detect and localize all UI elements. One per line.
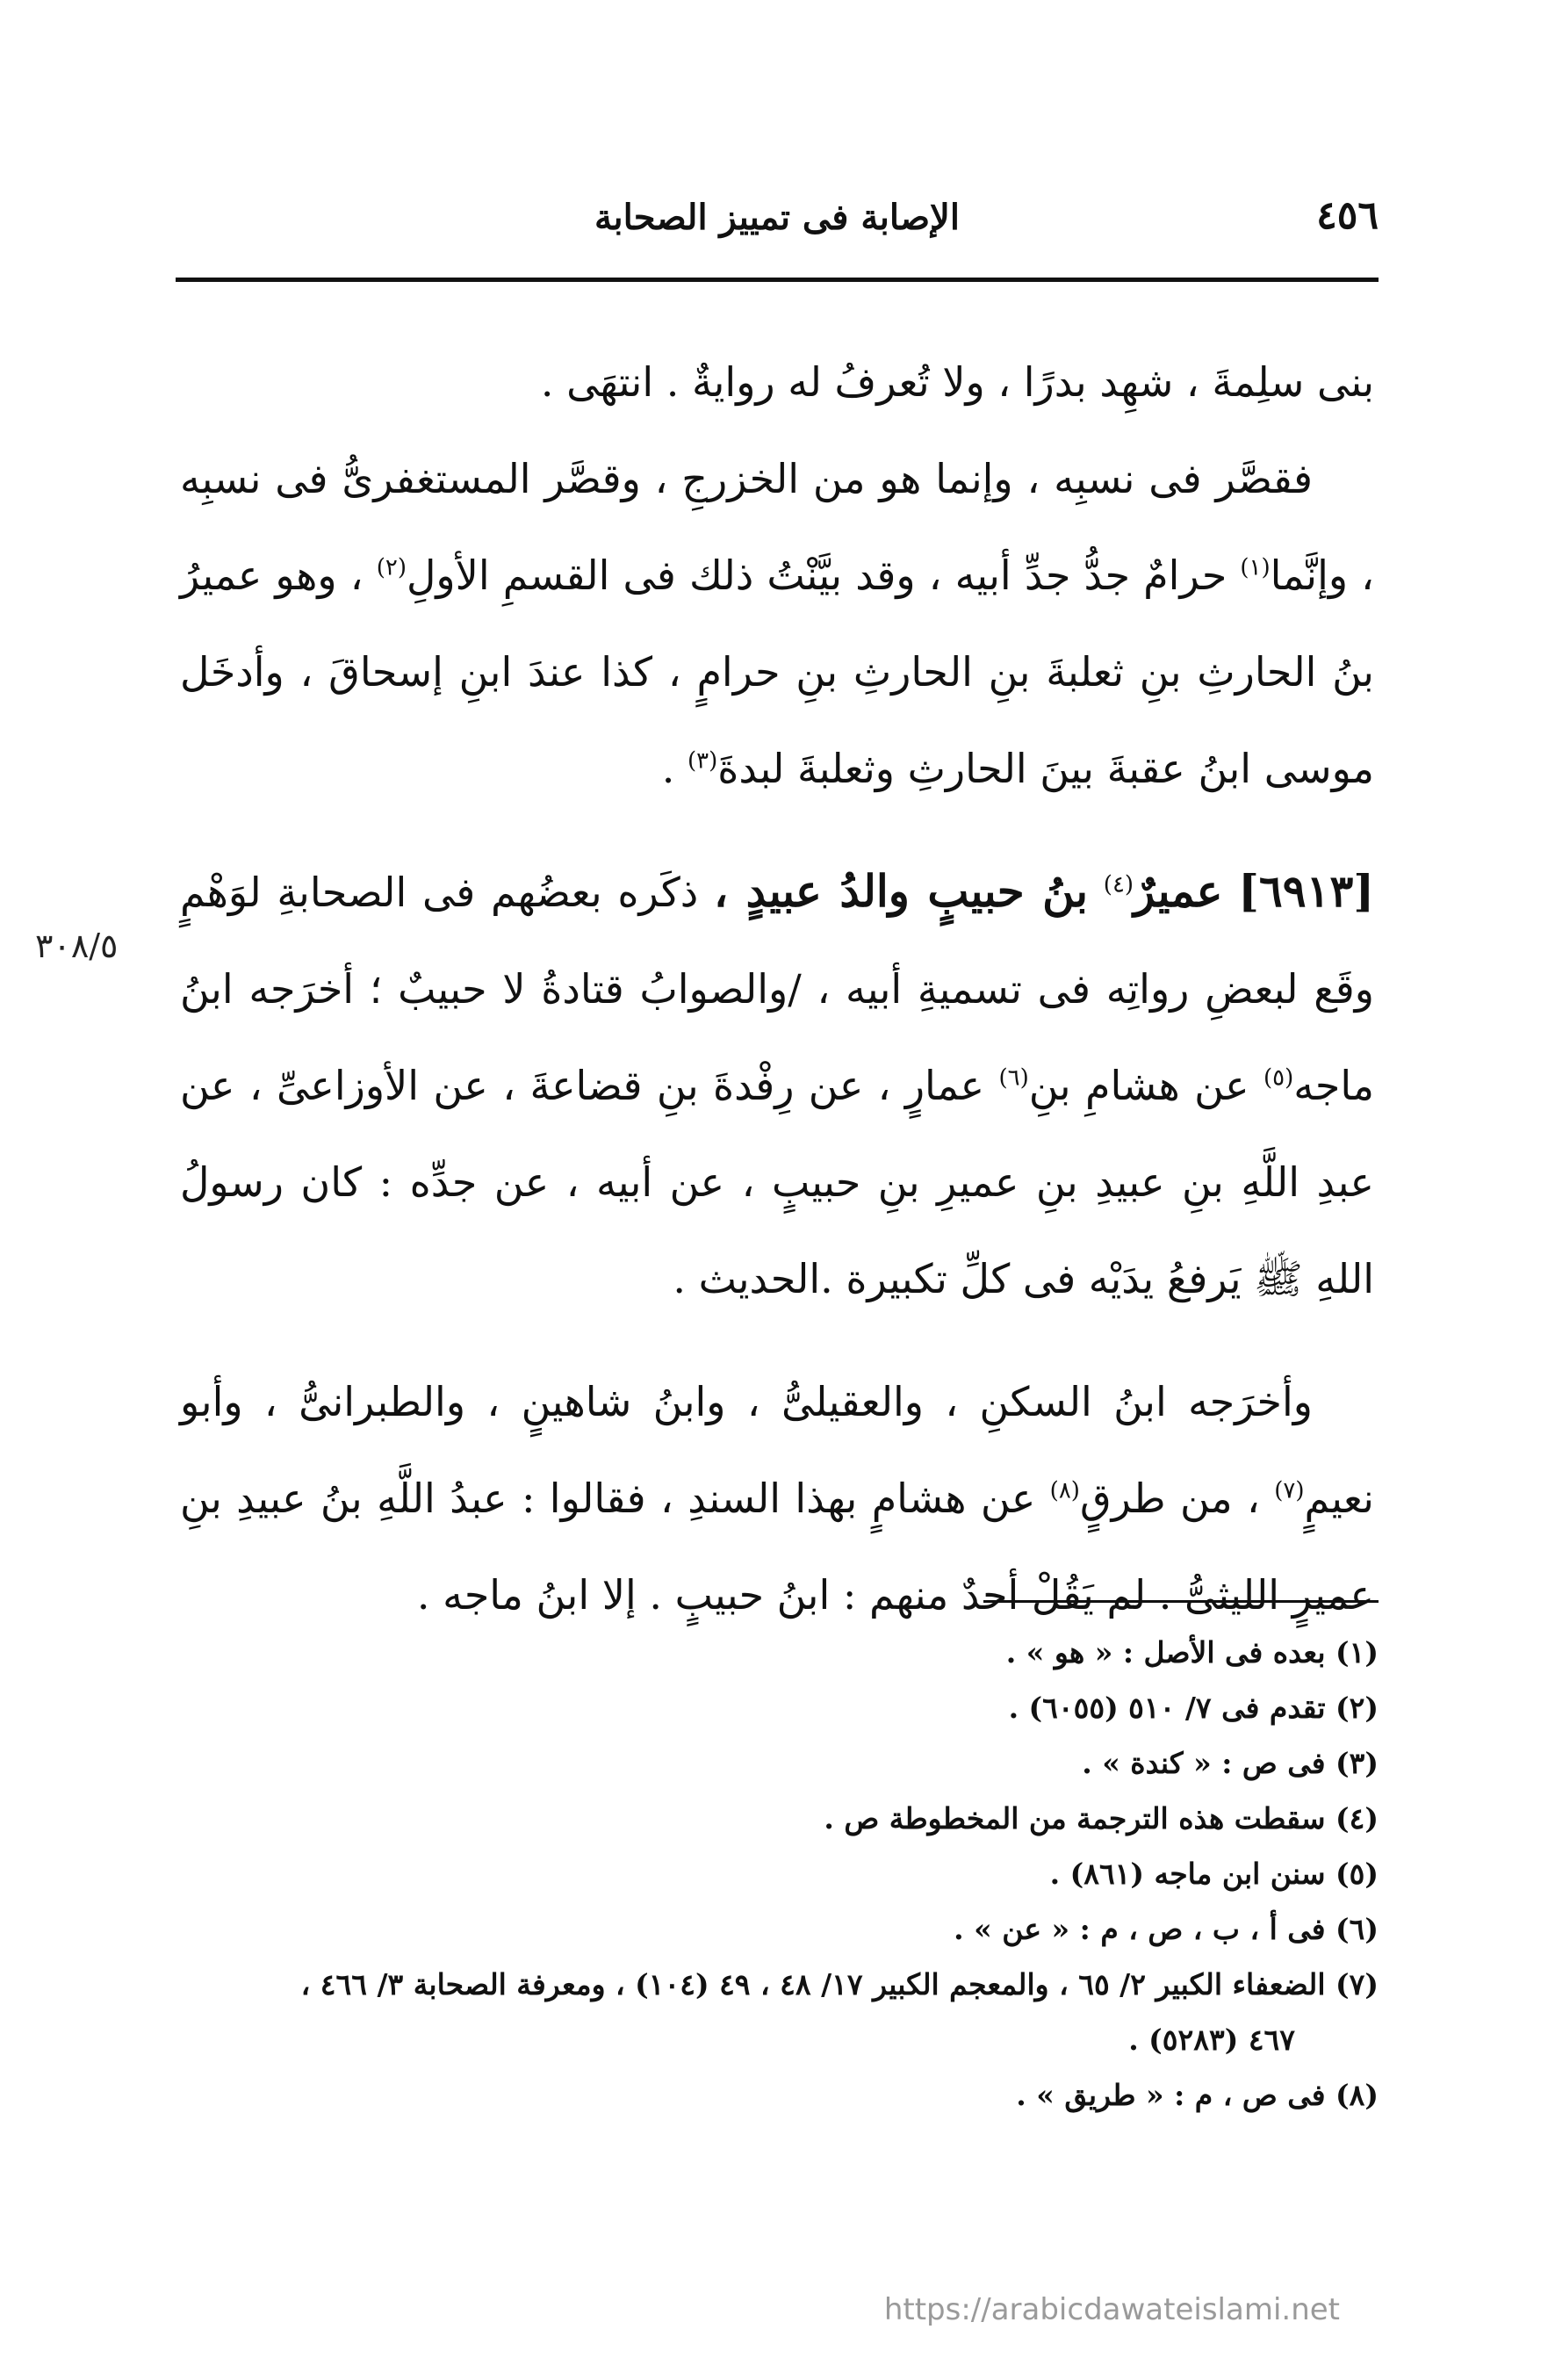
footnote-2: (٢) تقدم فى ٧/ ٥١٠ (٦٠٥٥) . [1008, 1691, 1379, 1725]
paragraph-4-text-b: ، من طرقٍ [1079, 1475, 1260, 1522]
paragraph-2 [180, 430, 1374, 817]
entry-name-rest: بنُ حبيبٍ والدُ عبيدٍ ، [714, 865, 1089, 917]
page-header [176, 193, 1379, 255]
footnote-5: (٥) سنن ابن ماجه (٨٦١) . [1049, 1857, 1379, 1891]
margin-volume-page-note: ٣٠٨/٥ [35, 927, 119, 965]
footnote-8: (٨) فى ص ، م : « طريق » . [1016, 2078, 1379, 2112]
footnote-ref-1[interactable]: (١) [1240, 554, 1271, 581]
footnote-rule [983, 1600, 1379, 1603]
footnote-ref-7[interactable]: (٧) [1274, 1477, 1305, 1504]
footnote-ref-3[interactable]: (٣) [687, 747, 718, 775]
footnote-3: (٣) فى ص : « كندة » . [1082, 1746, 1379, 1780]
entry-6913 [180, 843, 1374, 1327]
paragraph-2-text-a: فقصَّر فى نسبِه ، وإنما هو من الخزرجِ ، وقصَّر المستغفرىُّ فى نسبِه ، وإنَّما [180, 455, 1375, 599]
entry-name: عميرٌ [1134, 865, 1223, 917]
entry-number: [٦٩١٣] [1238, 865, 1374, 917]
footnote-ref-8[interactable]: (٨) [1049, 1477, 1080, 1504]
footnotes [176, 1625, 1379, 2123]
footnote-6: (٦) فى أ ، ب ، ص ، م : « عن » . [954, 1912, 1379, 1946]
main-text [180, 334, 1374, 1643]
footnote-ref-5[interactable]: (٥) [1263, 1064, 1294, 1092]
page-number: ٤٥٦ [1316, 193, 1379, 238]
paragraph-4-text-a: وأخرَجه ابنُ السكنِ ، والعقيلىُّ ، وابنُ شاهينٍ ، والطبرانىُّ ، وأبو نعيمٍ [180, 1378, 1374, 1522]
footnote-ref-4[interactable]: (٤) [1103, 871, 1134, 898]
footnote-7-continued: ٤٦٧ (٥٢٨٣) . [1128, 2023, 1295, 2057]
paragraph-2-text-c: ، وهو عميرُ بنُ الحارثِ بنِ ثعلبةَ بنِ الحارثِ بنِ حرامٍ ، كذا عندَ ابنِ إسحاقَ ، وأدخَل موسى ابنُ عقبةَ بينَ الحارثِ وثعلبةَ لبدةَ [180, 552, 1374, 792]
paragraph-2-text-d: . [661, 745, 675, 792]
footnote-ref-6[interactable]: (٦) [998, 1064, 1029, 1092]
paragraph-3-text-c: عمارٍ ، عن رِفْدةَ بنِ قضاعةَ ، عن الأوزاعىِّ ، عن عبدِ اللَّهِ بنِ عبيدِ بنِ عميرِ بنِ حبيبٍ ، عن أبيه ، عن جدِّه : كان رسولُ اللهِ ﷺ يَرفعُ يدَيْه فى كلِّ تكبيرة .الحديث . [180, 1062, 1374, 1302]
paragraph-3-text-a: ذكَره بعضُهم فى الصحابةِ لوَهْمٍ وقَع لبعضِ رواتِه فى تسميةِ أبيه ، /والصوابُ قتادةُ لا حبيبٌ ؛ أخرَجه ابنُ ماجه [180, 869, 1375, 1109]
paragraph-4-text-c: عن هشامٍ بهذا السندِ ، فقالوا : عبدُ اللَّهِ بنُ عبيدِ بنِ عميرٍ الليثىُّ . لم يَقُلْ أحدٌ منهم : ابنُ حبيبٍ . إلا ابنُ ماجه . [180, 1475, 1374, 1619]
paragraph-2-text-b: حرامٌ جدُّ جدِّ أبيه ، وقد بيَّنْتُ ذلك فى القسمِ الأولِ [406, 552, 1227, 599]
footnote-ref-2[interactable]: (٢) [376, 554, 407, 581]
running-title: الإصابة فى تمييز الصحابة [594, 197, 960, 238]
paragraph-1-text: بنى سلِمةَ ، شهِد بدرًا ، ولا تُعرفُ له روايةٌ . انتهَى . [540, 358, 1374, 406]
footnote-7: (٧) الضعفاء الكبير ٢/ ٦٥ ، والمعجم الكبير ١٧/ ٤٨ ، ٤٩ (١٠٤) ، ومعرفة الصحابة ٣/ ٤٦٦ ، [300, 1967, 1379, 2001]
paragraph-1 [180, 334, 1374, 430]
footnote-1: (١) بعده فى الأصل : « هو » . [1005, 1635, 1379, 1670]
paragraph-3-text-b: عن هشامِ بنِ [1028, 1062, 1249, 1109]
footnote-4: (٤) سقطت هذه الترجمة من المخطوطة ص . [824, 1801, 1379, 1835]
header-rule [176, 278, 1379, 282]
source-watermark: https://arabicdawateislami.net [883, 2292, 1340, 2327]
